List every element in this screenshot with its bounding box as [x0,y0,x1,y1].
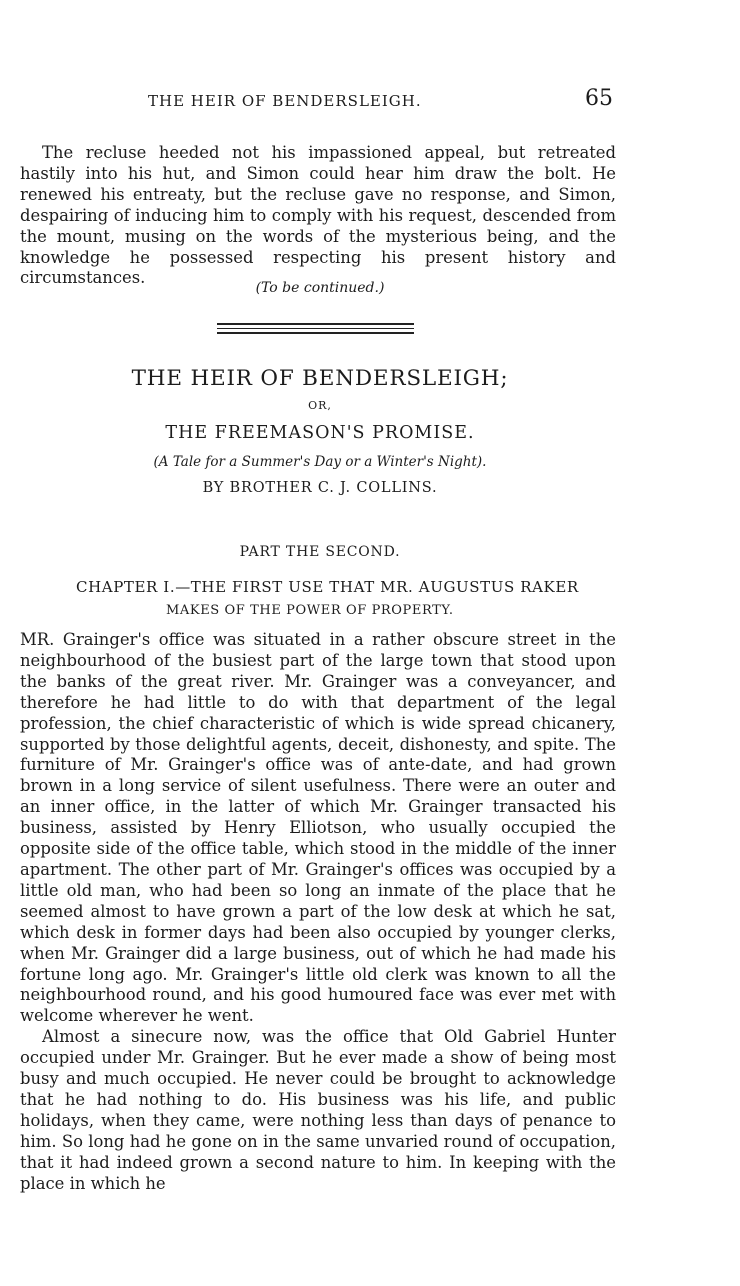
author-byline: BY BROTHER C. J. COLLINS. [202,480,438,496]
body-paragraph: MR. Grainger's office was situated in a rather obscure street in the neighbourhood of the busiest part of the large town that stood upon the banks of the great river. Mr. Grainger was a conveyancer, and therefore he had little to do with that department of the legal profession, the chief characteristic of which is wide spread chicanery, supported by those delightful agents, deceit, dishonesty, and spite. The furniture of Mr. Grainger's office was of ante-date, and had grown brown in a long service of silent usefulness. There were an outer and an inner office, in the latter of which Mr. Grainger transacted his business, assisted by Henry Elliotson, who usually occupied the opposite side of the office table, which stood in the middle of the inner apartment. The other part of Mr. Grainger's offices was occupied by a little old man, who had been so long an inmate of the place that he seemed almost to have grown a part of the low desk at which he sat, which desk in former days had been also occupied by younger clerks, when Mr. Grainger did a large business, out of which he had made his fortune long ago. Mr. Grainger's little old clerk was known to all the neighbourhood round, and his good humoured face was ever met with welcome wherever he went. [20,630,616,1026]
section-divider-rule [217,328,414,329]
section-divider-rule [217,332,414,334]
story-subtitle: THE FREEMASON'S PROMISE. [165,423,475,443]
part-heading: PART THE SECOND. [239,544,401,560]
previous-ending-paragraph: The recluse heeded not his impassioned appeal, but retreated hastily into his hut, and Simon could hear him draw the bolt. He renewed his entreaty, but the recluse gave no response, and Simon, despairing of inducing him to comply with his request, descended from the mount, musing on the words of the mysterious being, and the knowledge he possessed respecting his present history and circumstances. [20,143,616,288]
story-title: THE HEIR OF BENDERSLEIGH; [131,366,509,391]
page-number: 65 [585,86,613,111]
story-tagline: (A Tale for a Summer's Day or a Winter's Night). [153,454,487,470]
section-divider-rule [217,323,414,325]
chapter-heading-line-1: CHAPTER I.—THE FIRST USE THAT MR. AUGUSTUS RAKER [76,578,579,596]
chapter-heading-line-2: MAKES OF THE POWER OF PROPERTY. [166,603,454,618]
running-head: THE HEIR OF BENDERSLEIGH. [148,92,422,110]
chapter-body [20,630,616,1194]
previous-story-ending [20,143,616,289]
to-be-continued: (To be continued.) [255,280,385,296]
title-or: OR, [308,399,332,412]
body-paragraph: Almost a sinecure now, was the office that Old Gabriel Hunter occupied under Mr. Grainger. But he ever made a show of being most busy and much occupied. He never could be brought to acknowledge that he had nothing to do. His business was his life, and public holidays, when they came, were nothing less than days of penance to him. So long had he gone on in the same unvaried round of occupation, that it had indeed grown a second nature to him. In keeping with the place in which he [20,1027,616,1193]
